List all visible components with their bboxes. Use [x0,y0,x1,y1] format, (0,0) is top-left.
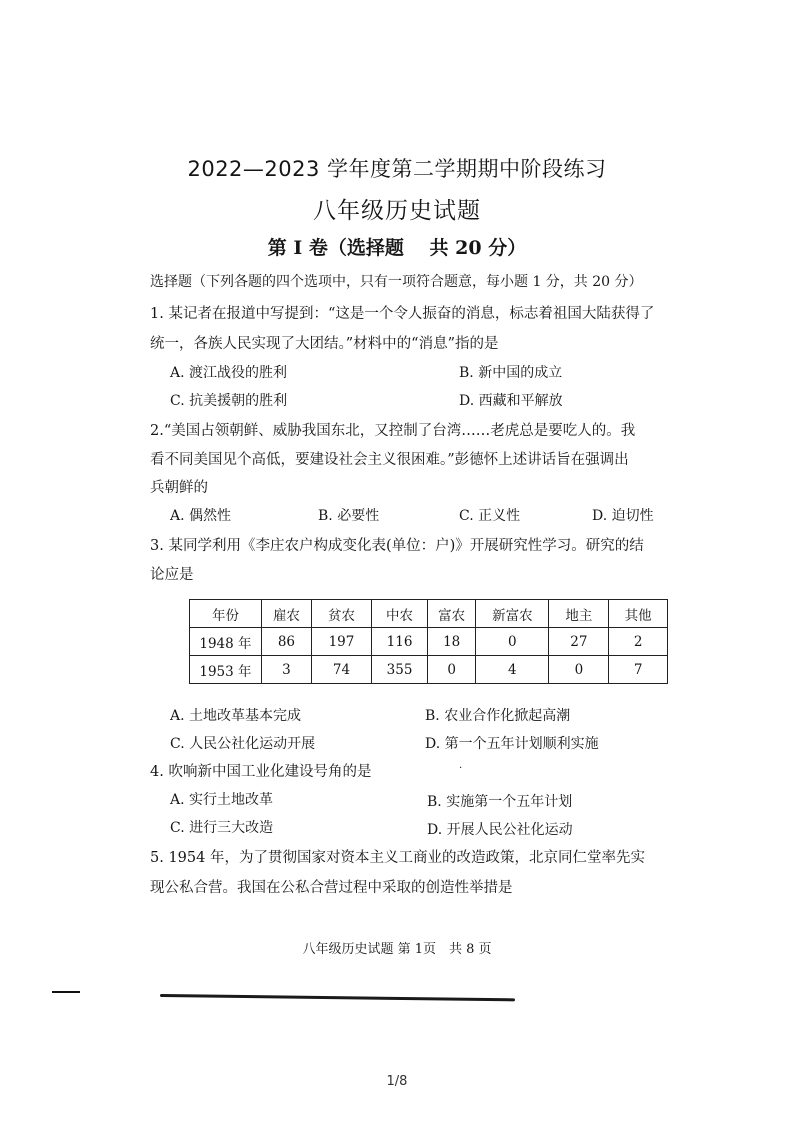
section-heading: 第 I 卷（选择题 共 20 分） [267,237,527,259]
q2-option-a: A. 偶然性 [170,508,232,524]
table-cell: 2 [609,628,668,656]
q1-option-a: A. 渡江战役的胜利 [170,365,288,381]
table-header-cell: 其他 [609,600,668,628]
q1-line-1: 1. 某记者在报道中写提到：“这是一个令人振奋的消息，标志着祖国大陆获得了 [150,306,655,322]
q4-option-d: D. 开展人民公社化运动 [427,822,573,838]
q2-line-3: 兵朝鲜的 [150,480,208,496]
table-cell: 1953 年 [190,656,262,684]
q1-option-b: B. 新中国的成立 [459,365,563,381]
table-header-row [190,600,668,628]
q4-option-a: A. 实行土地改革 [170,792,274,808]
q2-option-d: D. 迫切性 [592,508,654,524]
table-cell: 18 [428,628,476,656]
table-cell: 0 [476,628,549,656]
q3-option-d: D. 第一个五年计划顺利实施 [425,736,599,752]
q3-line-2: 论应是 [150,567,194,583]
q3-line-1: 3. 某同学利用《李庄农户构成变化表(单位：户)》开展研究性学习。研究的结 [150,538,644,554]
scan-mark-left [52,991,80,993]
q2-option-b: B. 必要性 [318,508,380,524]
q1-option-d: D. 西藏和平解放 [459,393,563,409]
scan-speck: . [459,760,463,771]
q4-line-1: 4. 吹响新中国工业化建设号角的是 [150,764,372,780]
q4-option-b: B. 实施第一个五年计划 [427,794,573,810]
exam-title: 2022—2023 学年度第二学期期中阶段练习 [187,157,607,181]
table-row [190,628,668,656]
q1-line-2: 统一，各族人民实现了大团结。”材料中的“消息”指的是 [150,336,499,352]
scan-mark-line [160,994,515,1001]
farm-household-table [189,599,668,684]
q5-line-1: 5. 1954 年，为了贯彻国家对资本主义工商业的改造政策，北京同仁堂率先实 [150,850,645,866]
q2-option-c: C. 正义性 [459,508,521,524]
table-header-cell: 贫农 [311,600,371,628]
exam-subtitle: 八年级历史试题 [313,198,481,224]
table-cell: 1948 年 [190,628,262,656]
page-indicator: 1/8 [386,1074,408,1089]
table-header-cell: 新富农 [476,600,549,628]
table-cell: 27 [549,628,609,656]
table-header-cell: 中农 [371,600,427,628]
q4-option-c: C. 进行三大改造 [170,820,274,836]
table-cell: 0 [428,656,476,684]
q3-option-a: A. 土地改革基本完成 [170,708,302,724]
table-header-cell: 雇农 [261,600,311,628]
table-header-cell: 富农 [428,600,476,628]
q5-line-2: 现公私合营。我国在公私合营过程中采取的创造性举措是 [150,880,513,896]
table-cell: 3 [261,656,311,684]
table-row [190,656,668,684]
table-cell: 7 [609,656,668,684]
q3-option-b: B. 农业合作化掀起高潮 [425,708,571,724]
page-footer: 八年级历史试题 第 1页 共 8 页 [302,942,492,957]
q2-line-1: 2.“美国占领朝鲜、威胁我国东北，又控制了台湾……老虎总是要吃人的。我 [150,423,636,439]
table-cell: 0 [549,656,609,684]
table-cell: 197 [311,628,371,656]
q3-option-c: C. 人民公社化运动开展 [170,736,316,752]
table-header-cell: 年份 [190,600,262,628]
q2-line-2: 看不同美国见个高低，要建设社会主义很困难。”彭德怀上述讲话旨在强调出 [150,452,629,468]
table-cell: 86 [261,628,311,656]
q1-option-c: C. 抗美援朝的胜利 [170,393,288,409]
table-header-cell: 地主 [549,600,609,628]
instructions: 选择题（下列各题的四个选项中，只有一项符合题意，每小题 1 分，共 20 分） [150,274,643,290]
table-cell: 74 [311,656,371,684]
table-cell: 4 [476,656,549,684]
table-cell: 116 [371,628,427,656]
table-cell: 355 [371,656,427,684]
